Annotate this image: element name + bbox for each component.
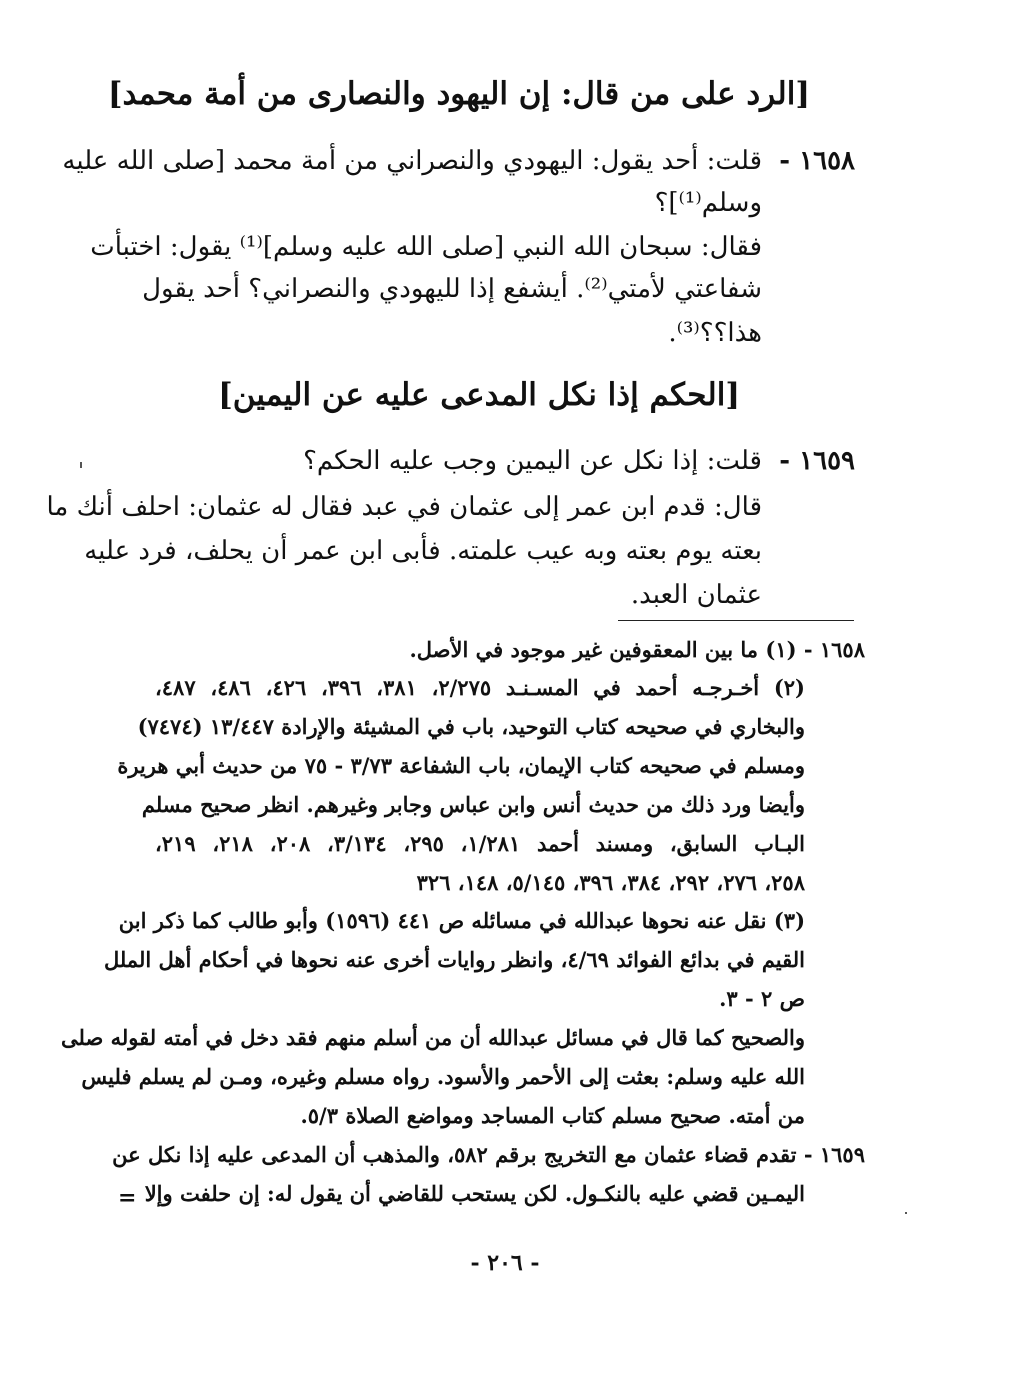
footnote-3-line-1: (٣) نقل عنه نحوها عبدالله في مسائله ص ٤٤١ (١٥٩٦) وأبو طالب كما ذكر ابن (118, 908, 805, 933)
entry-number-1659: ١٦٥٩ - (779, 446, 855, 476)
entry-1658-line-1: قلت: أحد يقول: اليهودي والنصراني من أمة محمد [صلى الله عليه (62, 146, 762, 176)
footnote-2-line-2: والبخاري في صحيحه كتاب التوحيد، باب في المشيئة والإرادة ١٣/٤٤٧ (٧٤٧٤) (137, 714, 805, 739)
scan-speck (80, 462, 82, 468)
footnote-3-line-3: ص ٢ - ٣. (719, 986, 805, 1011)
footnote-3-line-4: والصحيح كما قال في مسائل عبدالله أن من أسلم منهم فقد دخل في أمته لقوله صلى (61, 1025, 805, 1050)
section-heading-oath-refusal: [الحكم إذا نكل المدعى عليه عن اليمين] (218, 377, 740, 413)
entry-1658-line-3: فقال: سبحان الله النبي [صلى الله عليه وسلم]⁽¹⁾ يقول: اختبأت (90, 232, 762, 262)
entry-1658-line-5: هذا؟؟⁽³⁾. (668, 318, 762, 348)
footnote-3-line-2: القيم في بدائع الفوائد ٤/٦٩، وانظر روايات أخرى عنه نحوها في أحكام أهل الملل (103, 947, 805, 972)
footnote-2-line-1: (٢) أخـرجـه أحمد في المسـنـد ٢/٢٧٥، ٣٨١، ٣٩٦، ٤٢٦، ٤٨٦، ٤٨٧، (155, 675, 805, 700)
entry-1658-line-4: شفاعتي لأمتي⁽²⁾. أيشفع إذا لليهودي والنصراني؟ أحد يقول (142, 274, 762, 304)
footnote-2-line-5: البـاب السابق، ومسند أحمد ١/٢٨١، ٢٩٥، ٣/١٣٤، ٢٠٨، ٢١٨، ٢١٩، (155, 831, 805, 856)
footnote-2-line-4: وأيضا ورد ذلك من حديث أنس وابن عباس وجابر وغيرهم. انظر صحيح مسلم (141, 792, 805, 817)
scan-speck (905, 1212, 907, 1214)
footnote-1658-1: ١٦٥٨ - (١) ما بين المعقوفين غير موجود في الأصل. (409, 637, 865, 662)
footnote-3-line-6: من أمته. صحيح مسلم كتاب المساجد ومواضع الصلاة ٥/٣. (300, 1103, 805, 1128)
footnote-3-line-5: الله عليه وسلم: بعثت إلى الأحمر والأسود. رواه مسلم وغيره، ومـن لم يسلم فليس (81, 1064, 805, 1089)
entry-1658-line-2: وسلم⁽¹⁾]؟ (654, 188, 762, 218)
section-heading-jews-christians: [الرد على من قال: إن اليهود والنصارى من أمة محمد] (107, 76, 810, 112)
footnote-2-line-6: ٢٥٨، ٢٧٦، ٢٩٢، ٣٨٤، ٣٩٦، ٥/١٤٥، ١٤٨، ٣٢٦ (416, 870, 805, 895)
entry-1659-line-1: قلت: إذا نكل عن اليمين وجب عليه الحكم؟ (303, 446, 762, 476)
page-number: - ٢٠٦ - (470, 1250, 540, 1276)
entry-1659-line-2: قال: قدم ابن عمر إلى عثمان في عبد فقال له عثمان: احلف أنك ما (46, 492, 762, 522)
footnote-1659-line-2: اليمـين قضي عليه بالنكـول. لكن يستحب للقاضي أن يقول له: إن حلفت وإلا (144, 1181, 805, 1206)
entry-1659-line-4: عثمان العبد. (630, 580, 762, 610)
continuation-mark: = (118, 1185, 137, 1211)
entry-number-1658: ١٦٥٨ - (779, 146, 855, 176)
footnote-2-line-3: ومسلم في صحيحه كتاب الإيمان، باب الشفاعة ٣/٧٣ - ٧٥ من حديث أبي هريرة (117, 753, 805, 778)
footnote-1659-line-1: ١٦٥٩ - تقدم قضاء عثمان مع التخريج برقم ٥٨٢، والمذهب أن المدعى عليه إذا نكل عن (112, 1142, 865, 1167)
entry-1659-line-3: بعته يوم بعته وبه عيب علمته. فأبى ابن عمر أن يحلف، فرد عليه (84, 536, 762, 566)
footnote-separator (618, 620, 854, 621)
